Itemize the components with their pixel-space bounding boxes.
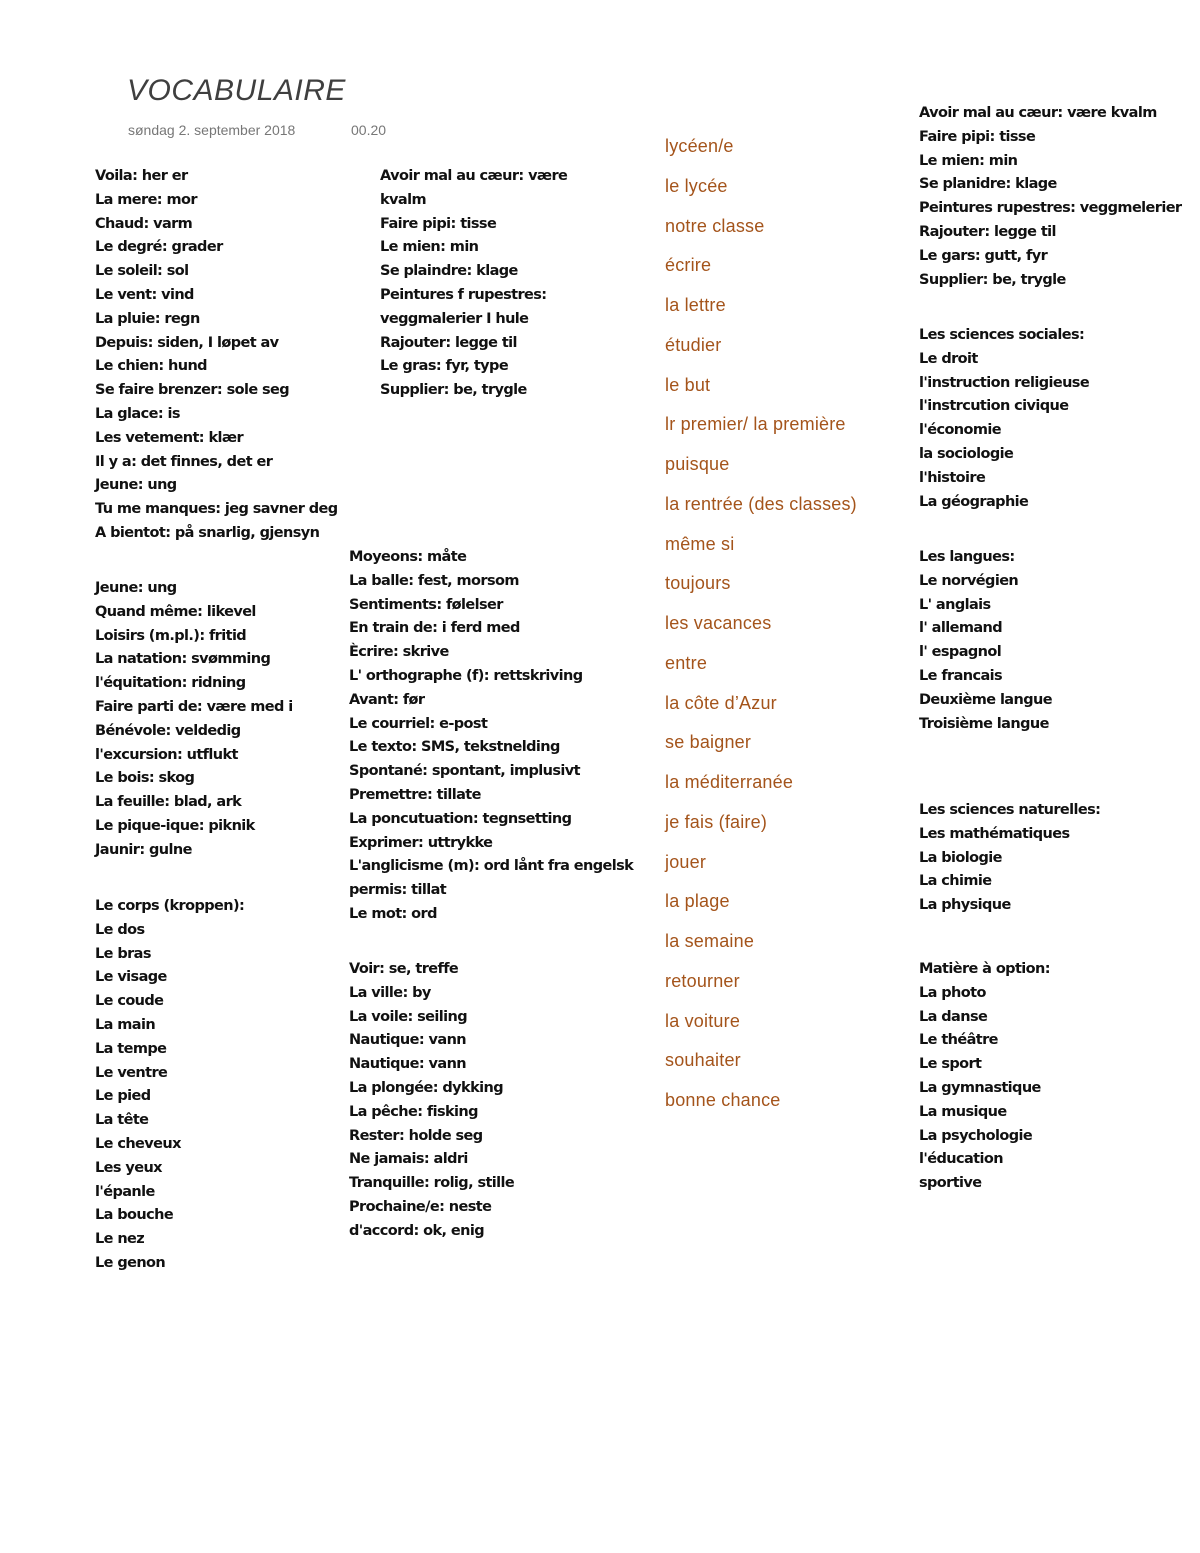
vocab-word: étudier [665, 334, 722, 355]
vocab-word: bonne chance [665, 1090, 781, 1110]
vocab-line: Le coude [95, 993, 164, 1010]
vocab-line: Se plaindre: klage [380, 263, 518, 280]
vocab-line: l'histoire [919, 469, 986, 486]
vocab-line: Exprimer: uttrykke [349, 834, 493, 851]
vocab-line: Nautique: vann [349, 1032, 467, 1049]
vocab-line: Le mien: min [919, 152, 1018, 169]
vocab-line: A bientot: på snarlig, gjensyn [95, 524, 320, 541]
vocab-line: La musique [919, 1103, 1007, 1120]
vocab-word: le but [665, 374, 711, 395]
vocab-line: Le dos [95, 921, 145, 938]
vocab-line: Rajouter: legge til [380, 334, 517, 351]
vocab-line: Ne jamais: aldri [349, 1151, 468, 1168]
vocab-line: Voila: her er [95, 168, 188, 184]
col4-block4 [919, 799, 1100, 918]
vocab-line: Le vent: vind [95, 286, 194, 303]
vocab-line: Le droit [919, 350, 978, 367]
vocab-line: La tempe [95, 1040, 167, 1057]
vocab-word: même si [665, 533, 735, 554]
vocab-line: Le gras: fyr, type [380, 358, 509, 375]
vocab-line: En train de: i ferd med [349, 620, 520, 637]
vocab-line: Les langues: [919, 549, 1015, 565]
vocab-line: L' orthographe (f): rettskriving [349, 667, 583, 684]
col2-block2 [349, 546, 633, 927]
vocab-line: Troisième langue [919, 715, 1049, 732]
col4-block2 [919, 324, 1089, 514]
vocab-line: Le chien: hund [95, 358, 207, 375]
vocab-line: La natation: svømming [95, 651, 271, 668]
vocab-word: les vacances [665, 613, 772, 633]
vocab-line: La pluie: regn [95, 310, 200, 327]
vocab-line: Se planidre: klage [919, 176, 1057, 193]
vocab-line: l'excursion: utflukt [95, 746, 238, 763]
vocab-word: puisque [665, 454, 730, 474]
vocab-line: Depuis: siden, I løpet av [95, 334, 279, 351]
vocab-line: Jeune: ung [95, 477, 177, 494]
vocab-line: La feuille: blad, ark [95, 794, 242, 811]
vocab-word: écrire [665, 255, 712, 276]
vocab-word: je fais (faire) [665, 811, 768, 832]
vocab-line: Les yeux [95, 1159, 162, 1176]
vocab-line: Le cheveux [95, 1135, 181, 1152]
vocab-line: Tu me manques: jeg savner deg [95, 501, 338, 518]
vocab-line: La pêche: fisking [349, 1103, 478, 1120]
vocab-line: Loisirs (m.pl.): fritid [95, 627, 247, 644]
vocab-line: Ècrire: skrive [349, 644, 449, 661]
vocab-line: sportive [919, 1175, 982, 1192]
vocab-line: Il y a: det finnes, det er [95, 453, 273, 470]
col1-block1 [95, 165, 338, 546]
vocab-line: Le genon [95, 1254, 166, 1271]
vocab-line: Moyeons: måte [349, 549, 467, 565]
vocab-line: Peintures rupestres: veggmelerier [919, 200, 1182, 217]
vocab-line: Le bois: skog [95, 770, 195, 787]
col1-block2 [95, 577, 293, 863]
vocab-line: Premettre: tillate [349, 786, 481, 803]
vocab-word: notre classe [665, 215, 765, 236]
vocab-line: La main [95, 1016, 156, 1033]
vocab-line: Le ventre [95, 1064, 168, 1081]
vocab-line: La biologie [919, 849, 1002, 866]
vocab-line: La danse [919, 1008, 988, 1025]
vocab-line: La géographie [919, 493, 1029, 510]
vocab-line: La plongée: dykking [349, 1079, 503, 1096]
vocab-line: Faire parti de: være med i [95, 698, 293, 715]
vocab-line: Avoir mal au cæur: være [380, 168, 568, 184]
vocab-line: l'économie [919, 422, 1001, 439]
vocab-word: retourner [665, 970, 740, 991]
vocab-line: Les sciences sociales: [919, 327, 1085, 343]
vocab-word: lycéen/e [665, 136, 734, 156]
vocab-line: Le sport [919, 1056, 982, 1073]
time-label: 00.20 [351, 122, 387, 138]
vocab-word: la semaine [665, 931, 755, 951]
vocab-line: Le mien: min [380, 239, 479, 256]
vocab-line: d'accord: ok, enig [349, 1222, 485, 1239]
vocab-line: Le texto: SMS, tekstnelding [349, 739, 560, 756]
vocab-line: L' anglais [919, 596, 991, 613]
vocab-word: la lettre [665, 295, 726, 315]
vocab-line: La ville: by [349, 984, 431, 1001]
vocab-line: kvalm [380, 191, 426, 208]
vocab-word: souhaiter [665, 1050, 741, 1071]
vocab-line: Avoir mal au cæur: være kvalm [919, 105, 1157, 121]
vocab-line: La bouche [95, 1207, 174, 1224]
vocab-line: La balle: fest, morsom [349, 572, 519, 589]
vocab-line: Les sciences naturelles: [919, 802, 1101, 818]
vocab-line: veggmalerier I hule [380, 310, 529, 327]
vocab-line: Le courriel: e-post [349, 715, 488, 732]
vocab-line: l'épanle [95, 1183, 155, 1200]
vocab-line: Peintures f rupestres: [380, 286, 547, 303]
vocab-line: Avant: før [349, 691, 425, 708]
vocab-line: La mere: mor [95, 191, 197, 208]
vocab-word: se baigner [665, 732, 752, 753]
vocab-word: la côte d’Azur [665, 692, 777, 713]
vocab-line: Faire pipi: tisse [919, 128, 1036, 145]
vocab-line: l' espagnol [919, 644, 1002, 661]
vocab-line: La voile: seiling [349, 1008, 467, 1025]
vocab-line: Le gars: gutt, fyr [919, 247, 1048, 264]
vocab-line: Le nez [95, 1231, 145, 1248]
vocab-line: l'éducation [919, 1151, 1003, 1168]
vocab-line: Quand même: likevel [95, 603, 256, 620]
vocab-line: Le bras [95, 945, 151, 962]
vocab-line: Prochaine/e: neste [349, 1198, 492, 1215]
col4-block5 [919, 958, 1050, 1196]
vocab-line: Sentiments: følelser [349, 596, 503, 613]
vocab-line: Deuxième langue [919, 691, 1052, 708]
vocab-line: Le corps (kroppen): [95, 898, 245, 914]
vocab-line: Se faire brenzer: sole seg [95, 382, 290, 399]
vocab-line: La gymnastique [919, 1079, 1041, 1096]
vocab-line: Le mot: ord [349, 905, 437, 922]
vocab-word: toujours [665, 573, 731, 594]
vocab-line: Rester: holde seg [349, 1127, 483, 1144]
vocab-line: Le théâtre [919, 1032, 998, 1049]
vocab-line: La glace: is [95, 405, 180, 422]
vocab-line: l'équitation: ridning [95, 675, 246, 692]
vocab-line: Tranquille: rolig, stille [349, 1175, 515, 1192]
vocab-line: Le visage [95, 969, 167, 986]
vocab-line: La photo [919, 984, 986, 1001]
vocab-line: L'anglicisme (m): ord lånt fra engelsk [349, 858, 634, 875]
vocab-line: Supplier: be, trygle [380, 382, 527, 399]
vocab-line: Bénévole: veldedig [95, 722, 241, 739]
vocab-line: l' allemand [919, 620, 1003, 637]
vocab-line: Rajouter: legge til [919, 223, 1056, 240]
vocab-word: la voiture [665, 1010, 741, 1031]
vocab-line: La physique [919, 897, 1011, 914]
vocab-line: La psychologie [919, 1127, 1033, 1144]
vocab-line: permis: tillat [349, 882, 447, 899]
vocab-line: Voir: se, treffe [349, 961, 459, 977]
vocab-word: la méditerranée [665, 772, 794, 792]
vocab-line: Le pique-ique: piknik [95, 817, 255, 834]
vocab-line: Spontané: spontant, implusivt [349, 763, 580, 780]
vocab-line: Le norvégien [919, 572, 1019, 589]
col4-block1 [919, 102, 1181, 292]
vocab-line: Le soleil: sol [95, 263, 189, 280]
vocab-word: la plage [665, 891, 730, 912]
vocab-line: l'instrcution civique [919, 398, 1069, 415]
vocab-line: la sociologie [919, 445, 1014, 462]
vocab-line: Faire pipi: tisse [380, 215, 497, 232]
vocab-line: Jaunir: gulne [95, 841, 192, 858]
col4-block3 [919, 546, 1052, 736]
vocab-line: Le pied [95, 1088, 151, 1105]
col1-block3 [95, 895, 244, 1276]
vocab-line: Le francais [919, 667, 1003, 684]
col2-block1 [380, 165, 567, 403]
vocab-line: Supplier: be, trygle [919, 271, 1066, 288]
vocab-word: le lycée [665, 175, 728, 196]
vocab-line: Matière à option: [919, 961, 1050, 977]
date-label: søndag 2. september 2018 [128, 122, 296, 138]
page-title: VOCABULAIRE [127, 74, 346, 107]
col2-block3 [349, 958, 514, 1244]
vocab-line: La tête [95, 1112, 149, 1129]
vocab-line: l'instruction religieuse [919, 374, 1090, 391]
vocab-word: jouer [665, 851, 707, 872]
vocab-line: La chimie [919, 873, 992, 890]
vocab-line: La poncutuation: tegnsetting [349, 810, 572, 827]
vocab-line: Nautique: vann [349, 1056, 467, 1073]
vocab-line: Les vetement: klær [95, 429, 244, 446]
vocab-word: lr premier/ la première [665, 414, 846, 435]
vocab-line: Chaud: varm [95, 215, 193, 232]
vocab-word: entre [665, 652, 708, 673]
vocab-line: Les mathématiques [919, 825, 1070, 842]
vocab-line: Jeune: ung [95, 580, 177, 596]
vocab-word: la rentrée (des classes) [665, 493, 857, 514]
vocab-line: Le degré: grader [95, 239, 223, 256]
